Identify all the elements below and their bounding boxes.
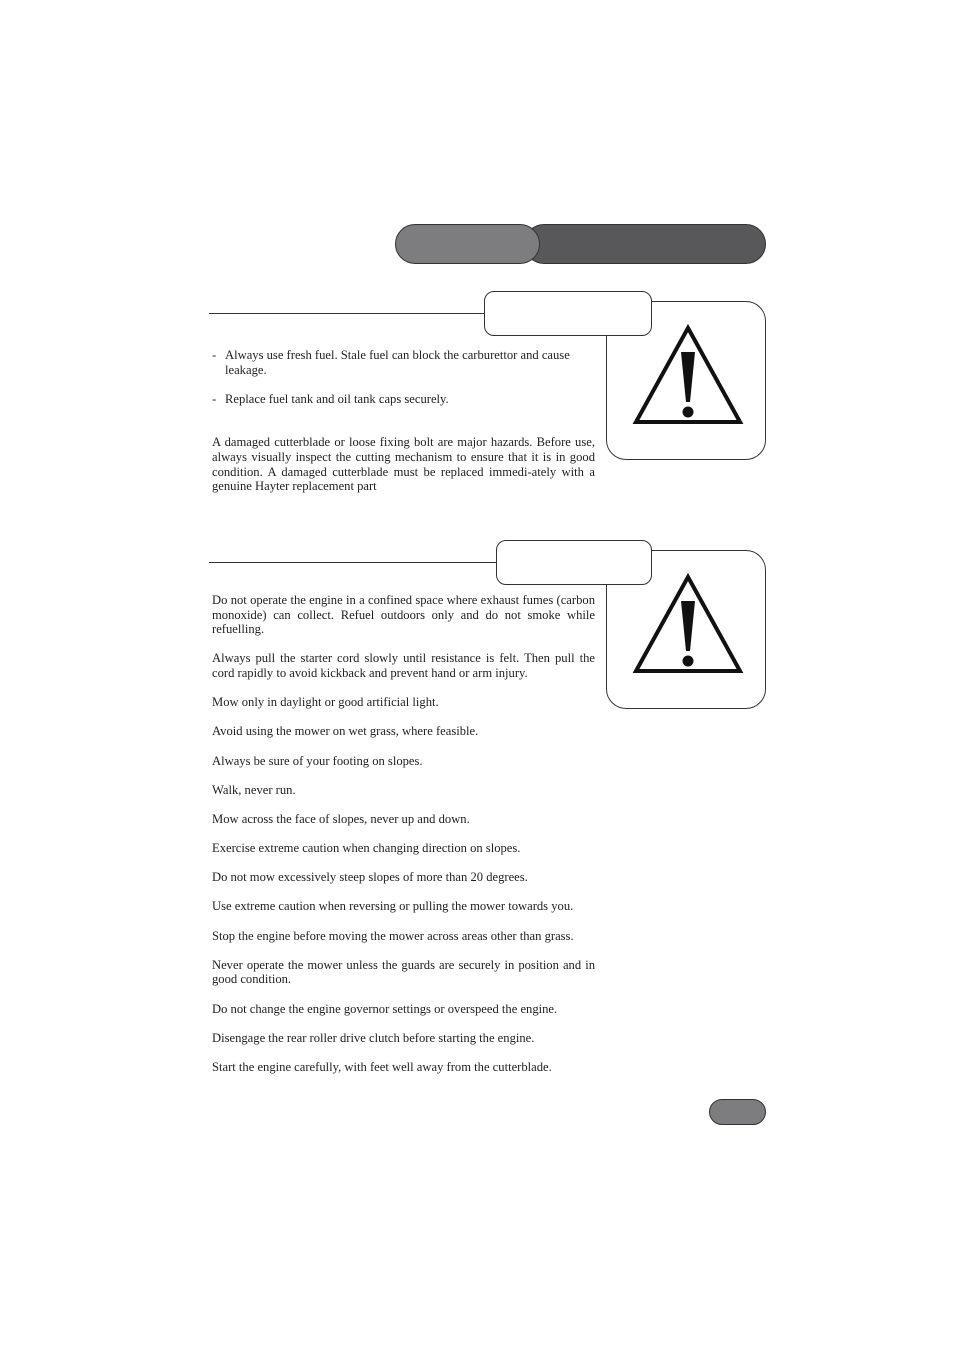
warning-triangle-icon bbox=[632, 324, 744, 428]
paragraph: Exercise extreme caution when changing direction on slopes. bbox=[212, 841, 521, 856]
paragraph: Start the engine carefully, with feet well away from the cutterblade. bbox=[212, 1060, 552, 1074]
list-item: - Always use fresh fuel. Stale fuel can block the carburettor and cause leakage. bbox=[212, 348, 570, 377]
paragraph: Use extreme caution when reversing or pulling the mower towards you. bbox=[212, 899, 574, 914]
paragraph: Do not operate the engine in a confined space where exhaust fumes (carbon monoxide) can collect. Refuel outdoors only and do not smoke while refuelling. bbox=[212, 593, 595, 637]
section1-label-box bbox=[484, 291, 652, 336]
warning-triangle-icon bbox=[632, 573, 744, 677]
paragraph: Avoid using the mower on wet grass, where feasible. bbox=[212, 724, 479, 739]
paragraph: Mow across the face of slopes, never up and down. bbox=[212, 811, 470, 826]
paragraph: Do not change the engine governor settings or overspeed the engine. bbox=[212, 1001, 558, 1016]
section1-text bbox=[212, 348, 595, 494]
header-tab-left bbox=[395, 224, 540, 264]
paragraph: Do not mow excessively steep slopes of more than 20 degrees. bbox=[212, 870, 528, 885]
paragraph: Disengage the rear roller drive clutch before starting the engine. bbox=[212, 1030, 535, 1045]
section1-heading-rule bbox=[209, 313, 489, 314]
paragraph: Stop the engine before moving the mower across areas other than grass. bbox=[212, 928, 574, 943]
section2-label-box bbox=[496, 540, 652, 585]
section2-text bbox=[212, 593, 595, 1075]
page-number-pill bbox=[709, 1099, 766, 1125]
paragraph: Never operate the mower unless the guards are securely in position and in good condition. bbox=[212, 957, 595, 987]
list-item: - Replace fuel tank and oil tank caps securely. bbox=[212, 391, 449, 406]
paragraph: Walk, never run. bbox=[212, 782, 296, 797]
section1-paragraph: A damaged cutterblade or loose fixing bolt are major hazards. Before use, always visually inspect the cutting mechanism to ensure that it is in good condition. A damaged cutterblade must be replaced immedi-ately with a genuine Hayter replacement part bbox=[212, 435, 595, 494]
header-tab-right bbox=[524, 224, 766, 264]
paragraph: Always pull the starter cord slowly until resistance is felt. Then pull the cord rapidly to avoid kickback and prevent hand or arm injury. bbox=[212, 651, 595, 680]
section2-heading-rule bbox=[209, 562, 501, 563]
paragraph: Mow only in daylight or good artificial light. bbox=[212, 695, 439, 710]
paragraph: Always be sure of your footing on slopes. bbox=[212, 753, 423, 768]
